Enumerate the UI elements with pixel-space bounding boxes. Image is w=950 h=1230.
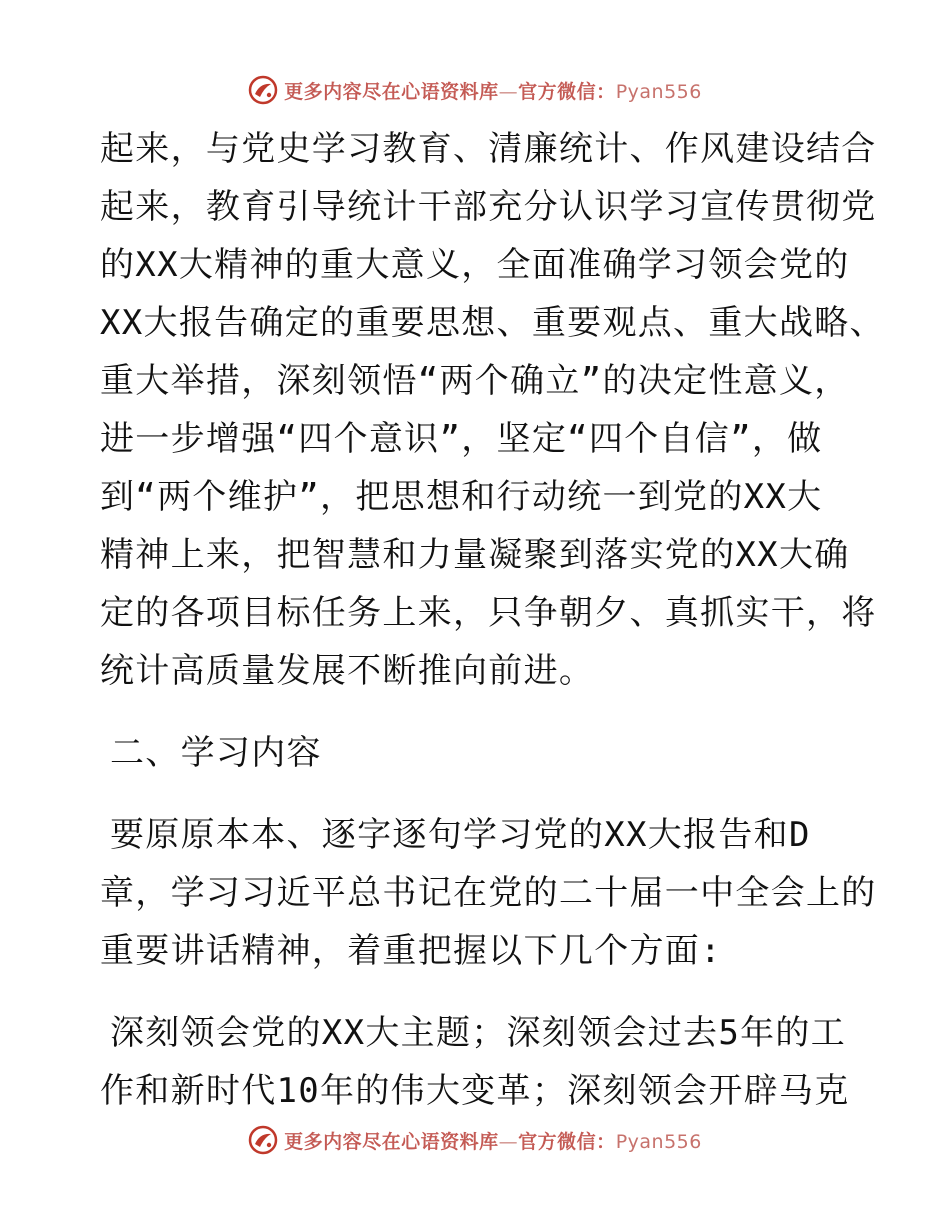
brand-logo-icon — [248, 75, 278, 105]
text-line: 章，学习习近平总书记在党的二十届一中全会上的 — [100, 873, 877, 913]
text-line: 的XX大精神的重大意义，全面准确学习领会党的 — [100, 245, 850, 285]
paragraph-2 — [100, 806, 877, 980]
watermark-contact-id: Pyan556 — [615, 80, 702, 103]
watermark-brand: 更多内容尽在心语资料库 — [284, 1130, 499, 1153]
text-line: 起来，教育引导统计干部充分认识学习宣传贯彻党 — [100, 187, 877, 227]
watermark-contact-label: 官方微信： — [518, 80, 616, 103]
document-body — [100, 120, 885, 1120]
section-heading: 二、学习内容 — [110, 733, 322, 773]
text-line: 起来，与党史学习教育、清廉统计、作风建设结合 — [100, 129, 877, 169]
text-line: 深刻领会党的XX大主题；深刻领会过去5年的工 — [110, 1013, 847, 1053]
watermark-separator: — — [498, 1130, 519, 1153]
text-line: 重大举措，深刻领悟“两个确立”的决定性意义， — [100, 361, 850, 401]
text-line: 统计高质量发展不断推向前进。 — [100, 651, 595, 691]
text-line: 重要讲话精神，着重把握以下几个方面: — [100, 931, 722, 971]
watermark-footer — [0, 1120, 950, 1160]
watermark-text — [284, 77, 702, 104]
watermark-brand: 更多内容尽在心语资料库 — [284, 80, 499, 103]
text-line: 精神上来，把智慧和力量凝聚到落实党的XX大确 — [100, 535, 850, 575]
text-line: XX大报告确定的重要思想、重要观点、重大战略、 — [100, 303, 885, 343]
paragraph-1 — [100, 120, 885, 700]
text-line: 要原原本本、逐字逐句学习党的XX大报告和D — [110, 815, 811, 855]
text-line: 作和新时代10年的伟大变革；深刻领会开辟马克 — [100, 1071, 850, 1111]
paragraph-3 — [100, 1004, 860, 1120]
brand-logo-icon — [248, 1125, 278, 1155]
watermark-contact-id: Pyan556 — [615, 1130, 702, 1153]
text-line: 进一步增强“四个意识”，坚定“四个自信”，做 — [100, 419, 823, 459]
watermark-text — [284, 1127, 702, 1154]
watermark-header — [0, 70, 950, 110]
text-line: 到“两个维护”，把思想和行动统一到党的XX大 — [100, 477, 823, 517]
watermark-separator: — — [498, 80, 519, 103]
text-line: 定的各项目标任务上来，只争朝夕、真抓实干，将 — [100, 593, 877, 633]
watermark-contact-label: 官方微信： — [518, 1130, 616, 1153]
